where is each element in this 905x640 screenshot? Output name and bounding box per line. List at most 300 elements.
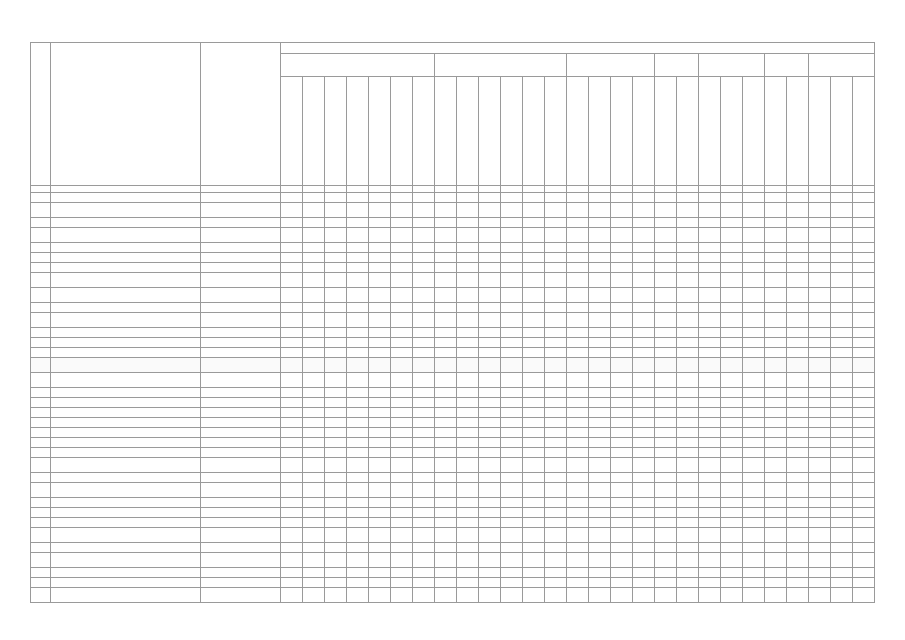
- project-id-cell: [201, 418, 281, 428]
- value-cell: [765, 388, 787, 398]
- value-cell: [501, 448, 523, 458]
- column-number: [501, 186, 523, 193]
- value-cell: [831, 408, 853, 418]
- value-cell: [435, 543, 457, 553]
- header-column: [831, 77, 853, 186]
- value-cell: [765, 458, 787, 473]
- row-number-cell: [31, 218, 51, 228]
- row-number-cell: [31, 428, 51, 438]
- value-cell: [809, 348, 831, 358]
- value-cell: [677, 588, 699, 603]
- value-cell: [347, 588, 369, 603]
- value-cell: [787, 373, 809, 388]
- value-cell: [611, 498, 633, 508]
- value-cell: [347, 458, 369, 473]
- value-cell: [369, 438, 391, 448]
- value-cell: [831, 218, 853, 228]
- value-cell: [633, 253, 655, 263]
- table-row: [31, 243, 875, 253]
- header-column: [369, 77, 391, 186]
- column-number: [435, 186, 457, 193]
- project-name-cell: [51, 338, 201, 348]
- table-row: [31, 193, 875, 203]
- value-cell: [589, 263, 611, 273]
- value-cell: [325, 253, 347, 263]
- project-name-cell: [51, 588, 201, 603]
- value-cell: [567, 193, 589, 203]
- value-cell: [633, 448, 655, 458]
- value-cell: [325, 398, 347, 408]
- value-cell: [633, 328, 655, 338]
- value-cell: [721, 218, 743, 228]
- value-cell: [611, 428, 633, 438]
- value-cell: [479, 273, 501, 288]
- column-number: [567, 186, 589, 193]
- project-id-cell: [201, 338, 281, 348]
- project-id-cell: [201, 473, 281, 483]
- value-cell: [325, 588, 347, 603]
- value-cell: [831, 263, 853, 273]
- value-cell: [721, 273, 743, 288]
- value-cell: [347, 263, 369, 273]
- value-cell: [501, 203, 523, 218]
- value-cell: [325, 218, 347, 228]
- value-cell: [567, 373, 589, 388]
- value-cell: [523, 438, 545, 448]
- value-cell: [853, 328, 875, 338]
- value-cell: [655, 218, 677, 228]
- value-cell: [589, 228, 611, 243]
- project-id-cell: [201, 243, 281, 253]
- value-cell: [347, 438, 369, 448]
- value-cell: [347, 528, 369, 543]
- column-number: [589, 186, 611, 193]
- value-cell: [721, 358, 743, 373]
- value-cell: [831, 578, 853, 588]
- value-cell: [831, 483, 853, 498]
- value-cell: [853, 303, 875, 313]
- value-cell: [743, 228, 765, 243]
- value-cell: [787, 473, 809, 483]
- value-cell: [611, 388, 633, 398]
- value-cell: [325, 203, 347, 218]
- value-cell: [567, 518, 589, 528]
- row-number-cell: [31, 473, 51, 483]
- value-cell: [281, 543, 303, 553]
- header-column: [853, 77, 875, 186]
- value-cell: [655, 243, 677, 253]
- value-cell: [413, 228, 435, 243]
- value-cell: [699, 228, 721, 243]
- value-cell: [303, 448, 325, 458]
- project-id-cell: [201, 388, 281, 398]
- value-cell: [655, 273, 677, 288]
- table-row: [31, 398, 875, 408]
- project-name-cell: [51, 348, 201, 358]
- value-cell: [699, 203, 721, 218]
- table-row: [31, 438, 875, 448]
- value-cell: [457, 498, 479, 508]
- value-cell: [655, 458, 677, 473]
- value-cell: [435, 253, 457, 263]
- value-cell: [523, 473, 545, 483]
- value-cell: [831, 473, 853, 483]
- value-cell: [413, 373, 435, 388]
- value-cell: [787, 313, 809, 328]
- value-cell: [677, 498, 699, 508]
- value-cell: [325, 388, 347, 398]
- value-cell: [721, 193, 743, 203]
- value-cell: [435, 473, 457, 483]
- value-cell: [655, 588, 677, 603]
- value-cell: [501, 313, 523, 328]
- value-cell: [567, 218, 589, 228]
- header-row-numbering: [31, 186, 875, 193]
- table-row: [31, 568, 875, 578]
- value-cell: [523, 408, 545, 418]
- value-cell: [633, 243, 655, 253]
- value-cell: [765, 553, 787, 568]
- value-cell: [457, 408, 479, 418]
- value-cell: [589, 243, 611, 253]
- value-cell: [325, 373, 347, 388]
- row-number-cell: [31, 228, 51, 243]
- table-row: [31, 263, 875, 273]
- value-cell: [611, 263, 633, 273]
- value-cell: [545, 313, 567, 328]
- value-cell: [765, 288, 787, 303]
- value-cell: [787, 528, 809, 543]
- column-number: [479, 186, 501, 193]
- value-cell: [413, 388, 435, 398]
- value-cell: [303, 228, 325, 243]
- table-row: [31, 528, 875, 543]
- value-cell: [523, 388, 545, 398]
- value-cell: [655, 568, 677, 578]
- value-cell: [567, 568, 589, 578]
- project-id-cell: [201, 193, 281, 203]
- value-cell: [545, 498, 567, 508]
- row-number-cell: [31, 518, 51, 528]
- value-cell: [589, 218, 611, 228]
- value-cell: [303, 348, 325, 358]
- value-cell: [501, 498, 523, 508]
- table-row: [31, 303, 875, 313]
- value-cell: [391, 528, 413, 543]
- value-cell: [787, 228, 809, 243]
- value-cell: [413, 438, 435, 448]
- column-number: [369, 186, 391, 193]
- value-cell: [853, 588, 875, 603]
- value-cell: [809, 528, 831, 543]
- value-cell: [303, 568, 325, 578]
- value-cell: [655, 388, 677, 398]
- value-cell: [787, 553, 809, 568]
- value-cell: [831, 338, 853, 348]
- value-cell: [831, 518, 853, 528]
- value-cell: [369, 578, 391, 588]
- value-cell: [413, 303, 435, 313]
- value-cell: [611, 373, 633, 388]
- value-cell: [501, 388, 523, 398]
- value-cell: [655, 528, 677, 543]
- column-number: [325, 186, 347, 193]
- header-column: [655, 77, 677, 186]
- value-cell: [589, 428, 611, 438]
- value-cell: [413, 428, 435, 438]
- value-cell: [589, 398, 611, 408]
- value-cell: [787, 408, 809, 418]
- value-cell: [391, 253, 413, 263]
- value-cell: [567, 328, 589, 338]
- value-cell: [853, 438, 875, 448]
- value-cell: [699, 448, 721, 458]
- value-cell: [677, 448, 699, 458]
- value-cell: [699, 253, 721, 263]
- value-cell: [589, 543, 611, 553]
- value-cell: [743, 313, 765, 328]
- value-cell: [545, 273, 567, 288]
- value-cell: [501, 528, 523, 543]
- value-cell: [699, 243, 721, 253]
- value-cell: [853, 578, 875, 588]
- row-number-cell: [31, 243, 51, 253]
- value-cell: [611, 313, 633, 328]
- value-cell: [347, 508, 369, 518]
- project-id-cell: [201, 588, 281, 603]
- value-cell: [545, 398, 567, 408]
- value-cell: [435, 418, 457, 428]
- row-number-cell: [31, 273, 51, 288]
- value-cell: [523, 263, 545, 273]
- value-cell: [611, 518, 633, 528]
- value-cell: [457, 303, 479, 313]
- value-cell: [369, 243, 391, 253]
- value-cell: [853, 373, 875, 388]
- table-row: [31, 518, 875, 528]
- value-cell: [809, 193, 831, 203]
- value-cell: [677, 253, 699, 263]
- table-row: [31, 458, 875, 473]
- value-cell: [325, 273, 347, 288]
- value-cell: [831, 303, 853, 313]
- value-cell: [435, 313, 457, 328]
- value-cell: [413, 328, 435, 338]
- project-name-cell: [51, 473, 201, 483]
- value-cell: [831, 193, 853, 203]
- value-cell: [743, 508, 765, 518]
- value-cell: [633, 373, 655, 388]
- value-cell: [501, 263, 523, 273]
- value-cell: [809, 578, 831, 588]
- value-cell: [831, 203, 853, 218]
- value-cell: [699, 288, 721, 303]
- value-cell: [853, 498, 875, 508]
- value-cell: [413, 408, 435, 418]
- value-cell: [611, 243, 633, 253]
- column-number: [523, 186, 545, 193]
- value-cell: [347, 193, 369, 203]
- value-cell: [699, 498, 721, 508]
- value-cell: [853, 263, 875, 273]
- value-cell: [589, 518, 611, 528]
- value-cell: [633, 568, 655, 578]
- value-cell: [303, 373, 325, 388]
- value-cell: [633, 408, 655, 418]
- value-cell: [347, 313, 369, 328]
- value-cell: [391, 193, 413, 203]
- value-cell: [391, 458, 413, 473]
- value-cell: [611, 218, 633, 228]
- value-cell: [567, 508, 589, 518]
- value-cell: [457, 528, 479, 543]
- value-cell: [325, 458, 347, 473]
- value-cell: [369, 373, 391, 388]
- header-column: [567, 77, 589, 186]
- project-name-cell: [51, 313, 201, 328]
- value-cell: [765, 253, 787, 263]
- value-cell: [589, 498, 611, 508]
- value-cell: [457, 588, 479, 603]
- value-cell: [457, 418, 479, 428]
- value-cell: [545, 193, 567, 203]
- value-cell: [457, 398, 479, 408]
- value-cell: [523, 203, 545, 218]
- value-cell: [633, 338, 655, 348]
- value-cell: [281, 483, 303, 498]
- value-cell: [655, 438, 677, 448]
- value-cell: [589, 588, 611, 603]
- value-cell: [369, 483, 391, 498]
- value-cell: [347, 483, 369, 498]
- value-cell: [523, 218, 545, 228]
- value-cell: [765, 303, 787, 313]
- value-cell: [633, 588, 655, 603]
- value-cell: [589, 273, 611, 288]
- project-id-cell: [201, 458, 281, 473]
- value-cell: [369, 273, 391, 288]
- value-cell: [655, 338, 677, 348]
- table-row: [31, 418, 875, 428]
- value-cell: [787, 193, 809, 203]
- header-column: [347, 77, 369, 186]
- row-number-cell: [31, 288, 51, 303]
- project-name-cell: [51, 458, 201, 473]
- value-cell: [303, 388, 325, 398]
- value-cell: [589, 458, 611, 473]
- value-cell: [303, 243, 325, 253]
- header-column: [479, 77, 501, 186]
- value-cell: [281, 263, 303, 273]
- value-cell: [677, 193, 699, 203]
- row-number-cell: [31, 498, 51, 508]
- value-cell: [325, 543, 347, 553]
- value-cell: [281, 243, 303, 253]
- value-cell: [721, 418, 743, 428]
- row-number-cell: [31, 303, 51, 313]
- value-cell: [435, 398, 457, 408]
- project-name-cell: [51, 428, 201, 438]
- value-cell: [633, 358, 655, 373]
- value-cell: [699, 473, 721, 483]
- value-cell: [501, 398, 523, 408]
- value-cell: [809, 338, 831, 348]
- value-cell: [545, 203, 567, 218]
- row-number-cell: [31, 528, 51, 543]
- value-cell: [545, 448, 567, 458]
- value-cell: [457, 263, 479, 273]
- value-cell: [347, 253, 369, 263]
- value-cell: [325, 578, 347, 588]
- value-cell: [501, 553, 523, 568]
- value-cell: [479, 193, 501, 203]
- value-cell: [501, 418, 523, 428]
- project-name-cell: [51, 388, 201, 398]
- value-cell: [743, 483, 765, 498]
- column-number: [611, 186, 633, 193]
- value-cell: [523, 398, 545, 408]
- value-cell: [325, 508, 347, 518]
- value-cell: [721, 408, 743, 418]
- project-id-cell: [201, 568, 281, 578]
- row-number-cell: [31, 328, 51, 338]
- value-cell: [655, 328, 677, 338]
- value-cell: [303, 518, 325, 528]
- project-id-cell: [201, 483, 281, 498]
- value-cell: [523, 448, 545, 458]
- value-cell: [281, 473, 303, 483]
- project-name-cell: [51, 483, 201, 498]
- value-cell: [633, 483, 655, 498]
- value-cell: [391, 388, 413, 398]
- value-cell: [369, 588, 391, 603]
- value-cell: [831, 553, 853, 568]
- value-cell: [545, 428, 567, 438]
- value-cell: [567, 288, 589, 303]
- value-cell: [743, 408, 765, 418]
- value-cell: [765, 473, 787, 483]
- value-cell: [391, 228, 413, 243]
- project-id-cell: [201, 313, 281, 328]
- value-cell: [435, 568, 457, 578]
- value-cell: [523, 273, 545, 288]
- value-cell: [523, 313, 545, 328]
- value-cell: [413, 313, 435, 328]
- value-cell: [457, 193, 479, 203]
- value-cell: [369, 418, 391, 428]
- project-name-cell: [51, 418, 201, 428]
- value-cell: [501, 578, 523, 588]
- value-cell: [831, 348, 853, 358]
- value-cell: [567, 273, 589, 288]
- value-cell: [523, 428, 545, 438]
- value-cell: [369, 288, 391, 303]
- value-cell: [743, 358, 765, 373]
- value-cell: [325, 288, 347, 303]
- value-cell: [347, 288, 369, 303]
- value-cell: [787, 338, 809, 348]
- value-cell: [809, 358, 831, 373]
- table-header: [31, 43, 875, 193]
- project-name-cell: [51, 253, 201, 263]
- value-cell: [567, 528, 589, 543]
- value-cell: [413, 588, 435, 603]
- value-cell: [589, 328, 611, 338]
- value-cell: [633, 473, 655, 483]
- value-cell: [303, 313, 325, 328]
- value-cell: [457, 373, 479, 388]
- value-cell: [457, 273, 479, 288]
